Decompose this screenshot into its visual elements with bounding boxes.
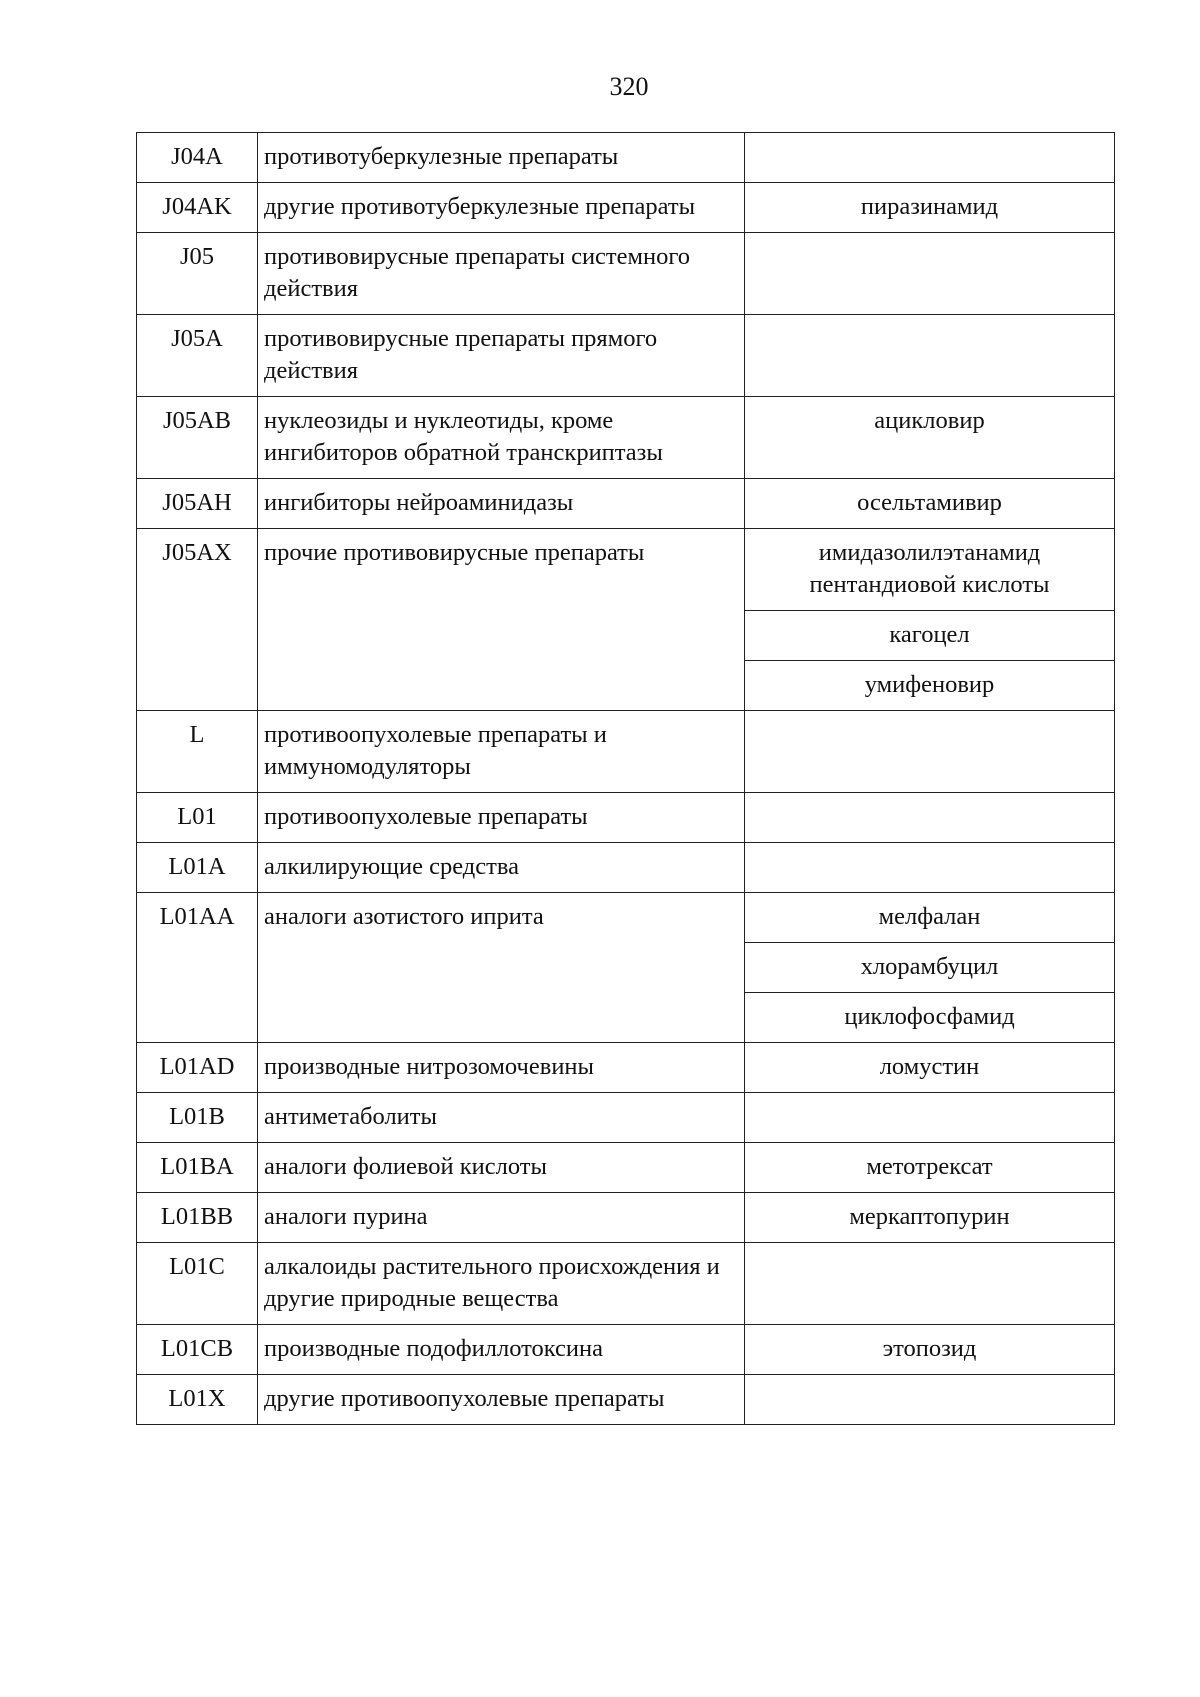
atc-code-cell: L01AD	[137, 1043, 258, 1093]
atc-code-cell: L01C	[137, 1243, 258, 1325]
drug-name-cell: мелфалан	[745, 893, 1115, 943]
drug-name-cell	[745, 315, 1115, 397]
table-row	[137, 133, 1115, 183]
drug-name-cell	[745, 793, 1115, 843]
drug-name-cell	[745, 711, 1115, 793]
drug-group-cell: противоопухолевые препараты	[258, 793, 745, 843]
table-row	[137, 1375, 1115, 1425]
atc-code-cell: L01CB	[137, 1325, 258, 1375]
table-row	[137, 1043, 1115, 1093]
drug-classification-table	[136, 132, 1115, 1425]
table-row	[137, 1325, 1115, 1375]
drug-name-cell: пиразинамид	[745, 183, 1115, 233]
atc-code-cell: J04A	[137, 133, 258, 183]
drug-name-cell: осельтамивир	[745, 479, 1115, 529]
drug-group-cell: производные подофиллотоксина	[258, 1325, 745, 1375]
table-row	[137, 233, 1115, 315]
atc-code-cell: J05AX	[137, 529, 258, 711]
drug-name-cell: этопозид	[745, 1325, 1115, 1375]
table-row	[137, 183, 1115, 233]
drug-group-cell: алкалоиды растительного происхождения и другие природные вещества	[258, 1243, 745, 1325]
table-row	[137, 529, 1115, 611]
drug-name-cell: умифеновир	[745, 661, 1115, 711]
drug-group-cell: антиметаболиты	[258, 1093, 745, 1143]
table-row	[137, 315, 1115, 397]
atc-code-cell: L01X	[137, 1375, 258, 1425]
drug-name-cell: циклофосфамид	[745, 993, 1115, 1043]
table-row	[137, 893, 1115, 943]
table-row	[137, 711, 1115, 793]
drug-group-cell: другие противотуберкулезные препараты	[258, 183, 745, 233]
atc-code-cell: J05AH	[137, 479, 258, 529]
drug-name-cell	[745, 1093, 1115, 1143]
table-row	[137, 1143, 1115, 1193]
drug-group-cell: другие противоопухолевые препараты	[258, 1375, 745, 1425]
atc-code-cell: L	[137, 711, 258, 793]
drug-name-cell: метотрексат	[745, 1143, 1115, 1193]
atc-code-cell: L01	[137, 793, 258, 843]
drug-group-cell: противовирусные препараты прямого действия	[258, 315, 745, 397]
atc-code-cell: J05AB	[137, 397, 258, 479]
atc-code-cell: L01A	[137, 843, 258, 893]
table-row	[137, 397, 1115, 479]
drug-name-cell: меркаптопурин	[745, 1193, 1115, 1243]
drug-name-cell: кагоцел	[745, 611, 1115, 661]
drug-group-cell: прочие противовирусные препараты	[258, 529, 745, 711]
drug-name-cell: ацикловир	[745, 397, 1115, 479]
drug-name-cell: ломустин	[745, 1043, 1115, 1093]
drug-group-cell: противоопухолевые препараты и иммуномодуляторы	[258, 711, 745, 793]
drug-name-cell: имидазолилэтанамид пентандиовой кислоты	[745, 529, 1115, 611]
drug-name-cell	[745, 133, 1115, 183]
table-row	[137, 479, 1115, 529]
atc-code-cell: L01BA	[137, 1143, 258, 1193]
atc-code-cell: J05A	[137, 315, 258, 397]
drug-name-cell	[745, 1243, 1115, 1325]
atc-code-cell: J05	[137, 233, 258, 315]
table-row	[137, 843, 1115, 893]
drug-name-cell	[745, 233, 1115, 315]
drug-group-cell: противотуберкулезные препараты	[258, 133, 745, 183]
atc-code-cell: J04AK	[137, 183, 258, 233]
drug-name-cell: хлорамбуцил	[745, 943, 1115, 993]
atc-code-cell: L01AA	[137, 893, 258, 1043]
drug-group-cell: аналоги фолиевой кислоты	[258, 1143, 745, 1193]
table-body	[137, 133, 1115, 1425]
table-row	[137, 1193, 1115, 1243]
table-row	[137, 793, 1115, 843]
drug-group-cell: ингибиторы нейроаминидазы	[258, 479, 745, 529]
drug-group-cell: аналоги азотистого иприта	[258, 893, 745, 1043]
page-number: 320	[609, 72, 649, 101]
drug-group-cell: нуклеозиды и нуклеотиды, кроме ингибиторов обратной транскриптазы	[258, 397, 745, 479]
atc-code-cell: L01BB	[137, 1193, 258, 1243]
drug-name-cell	[745, 843, 1115, 893]
drug-name-cell	[745, 1375, 1115, 1425]
table-row	[137, 1243, 1115, 1325]
drug-group-cell: производные нитрозомочевины	[258, 1043, 745, 1093]
atc-code-cell: L01B	[137, 1093, 258, 1143]
drug-group-cell: противовирусные препараты системного действия	[258, 233, 745, 315]
drug-group-cell: алкилирующие средства	[258, 843, 745, 893]
drug-group-cell: аналоги пурина	[258, 1193, 745, 1243]
table-row	[137, 1093, 1115, 1143]
